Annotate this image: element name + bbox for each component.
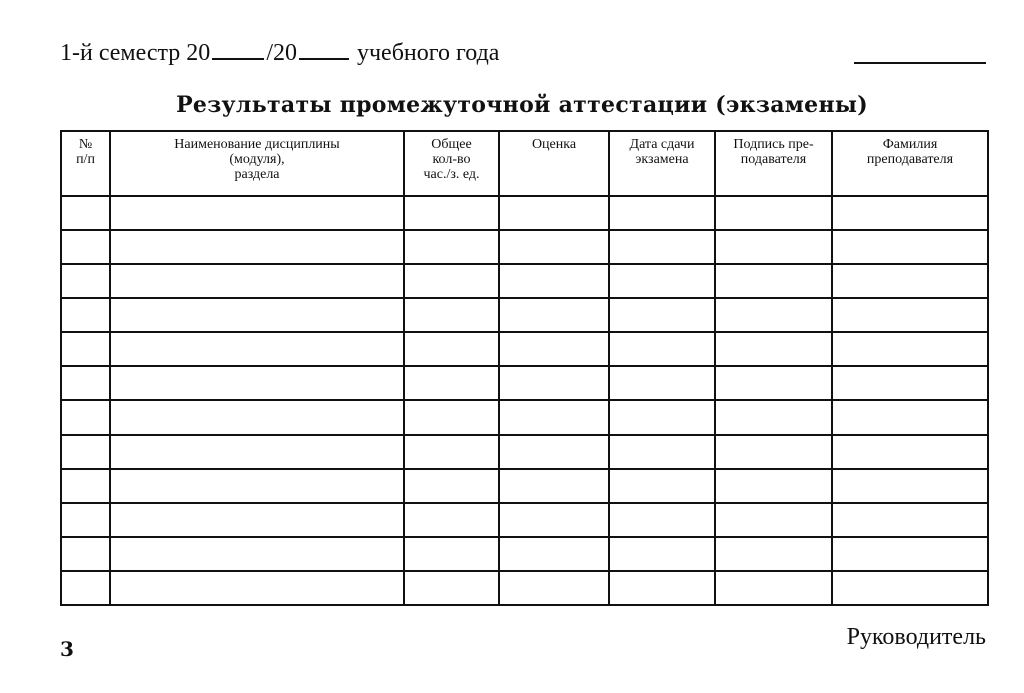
table-cell[interactable] — [404, 298, 499, 332]
table-cell[interactable] — [110, 400, 404, 434]
table-cell[interactable] — [832, 537, 988, 571]
table-body — [61, 196, 988, 605]
table-cell[interactable] — [715, 332, 832, 366]
table-cell[interactable] — [61, 435, 110, 469]
table-cell[interactable] — [499, 503, 609, 537]
supervisor-label: Руководитель — [846, 624, 986, 650]
table-cell[interactable] — [609, 298, 715, 332]
page-title: Результаты промежуточной аттестации (экзамены) — [176, 92, 868, 118]
year-end-blank[interactable] — [299, 40, 349, 60]
table-cell[interactable] — [499, 332, 609, 366]
table-row — [61, 537, 988, 571]
table-row — [61, 435, 988, 469]
table-cell[interactable] — [404, 435, 499, 469]
table-cell[interactable] — [110, 571, 404, 605]
table-cell[interactable] — [110, 469, 404, 503]
table-cell[interactable] — [110, 332, 404, 366]
table-cell[interactable] — [404, 537, 499, 571]
table-cell[interactable] — [61, 571, 110, 605]
table-cell[interactable] — [609, 196, 715, 230]
exam-results-table — [60, 130, 989, 606]
table-row — [61, 469, 988, 503]
table-cell[interactable] — [61, 400, 110, 434]
table-cell[interactable] — [499, 366, 609, 400]
table-cell[interactable] — [715, 571, 832, 605]
table-cell[interactable] — [61, 366, 110, 400]
table-cell[interactable] — [715, 264, 832, 298]
semester-slash: /20 — [266, 40, 297, 66]
table-cell[interactable] — [404, 366, 499, 400]
table-cell[interactable] — [61, 264, 110, 298]
table-cell[interactable] — [404, 469, 499, 503]
table-cell[interactable] — [404, 400, 499, 434]
table-cell[interactable] — [832, 366, 988, 400]
table-cell[interactable] — [404, 503, 499, 537]
table-cell[interactable] — [61, 469, 110, 503]
table-cell[interactable] — [110, 298, 404, 332]
table-cell[interactable] — [609, 469, 715, 503]
table-row — [61, 230, 988, 264]
table-cell[interactable] — [404, 571, 499, 605]
table-cell[interactable] — [404, 264, 499, 298]
table-cell[interactable] — [61, 196, 110, 230]
table-cell[interactable] — [499, 400, 609, 434]
table-cell[interactable] — [609, 230, 715, 264]
table-row — [61, 196, 988, 230]
table-row — [61, 332, 988, 366]
table-cell[interactable] — [832, 571, 988, 605]
table-cell[interactable] — [832, 298, 988, 332]
table-cell[interactable] — [609, 264, 715, 298]
table-cell[interactable] — [832, 435, 988, 469]
academic-year-label: учебного года — [356, 40, 500, 66]
table-cell[interactable] — [609, 537, 715, 571]
table-cell[interactable] — [715, 537, 832, 571]
table-row — [61, 264, 988, 298]
table-cell[interactable] — [609, 571, 715, 605]
table-cell[interactable] — [499, 537, 609, 571]
table-row — [61, 571, 988, 605]
table-cell[interactable] — [110, 230, 404, 264]
col-header-hours: Общее кол-во час./з. ед. — [404, 131, 499, 196]
table-cell[interactable] — [110, 537, 404, 571]
table-cell[interactable] — [715, 196, 832, 230]
table-row — [61, 400, 988, 434]
table-header-row — [61, 131, 988, 196]
table-cell[interactable] — [832, 230, 988, 264]
table-cell[interactable] — [61, 503, 110, 537]
table-cell[interactable] — [715, 298, 832, 332]
table-cell[interactable] — [404, 196, 499, 230]
table-cell[interactable] — [832, 400, 988, 434]
table-cell[interactable] — [110, 264, 404, 298]
table-cell[interactable] — [609, 435, 715, 469]
table-cell[interactable] — [715, 230, 832, 264]
col-header-exam-date: Дата сдачи экзамена — [609, 131, 715, 196]
table-cell[interactable] — [61, 537, 110, 571]
table-cell[interactable] — [110, 435, 404, 469]
table-cell[interactable] — [61, 298, 110, 332]
table-cell[interactable] — [832, 469, 988, 503]
col-header-number: № п/п — [61, 131, 110, 196]
table-cell[interactable] — [499, 571, 609, 605]
year-start-blank[interactable] — [212, 40, 264, 60]
col-header-discipline: Наименование дисциплины (модуля), раздела — [110, 131, 404, 196]
table-cell[interactable] — [832, 264, 988, 298]
table-cell[interactable] — [832, 196, 988, 230]
table-cell[interactable] — [609, 366, 715, 400]
table-cell[interactable] — [499, 435, 609, 469]
signature-blank-line[interactable] — [854, 62, 986, 64]
table-row — [61, 298, 988, 332]
table-cell[interactable] — [61, 230, 110, 264]
table-cell[interactable] — [499, 230, 609, 264]
table-cell[interactable] — [715, 435, 832, 469]
table-cell[interactable] — [715, 469, 832, 503]
table-cell[interactable] — [715, 503, 832, 537]
table-cell[interactable] — [832, 332, 988, 366]
semester-line — [60, 40, 499, 67]
table-cell[interactable] — [609, 400, 715, 434]
table-cell[interactable] — [61, 332, 110, 366]
semester-prefix: 1-й семестр 20 — [60, 40, 211, 66]
table-cell[interactable] — [499, 196, 609, 230]
table-cell[interactable] — [499, 264, 609, 298]
table-cell[interactable] — [609, 503, 715, 537]
col-header-teacher-name: Фамилия преподавателя — [832, 131, 988, 196]
table-cell[interactable] — [499, 469, 609, 503]
col-header-signature: Подпись пре- подавателя — [715, 131, 832, 196]
table-cell[interactable] — [499, 298, 609, 332]
col-header-grade: Оценка — [499, 131, 609, 196]
table-cell[interactable] — [715, 366, 832, 400]
table-cell[interactable] — [404, 230, 499, 264]
table-cell[interactable] — [832, 503, 988, 537]
page-number: 3 — [60, 637, 74, 661]
table-cell[interactable] — [715, 400, 832, 434]
table-row — [61, 503, 988, 537]
table-cell[interactable] — [404, 332, 499, 366]
table-row — [61, 366, 988, 400]
table-cell[interactable] — [110, 503, 404, 537]
table-cell[interactable] — [110, 366, 404, 400]
table-cell[interactable] — [110, 196, 404, 230]
table-cell[interactable] — [609, 332, 715, 366]
